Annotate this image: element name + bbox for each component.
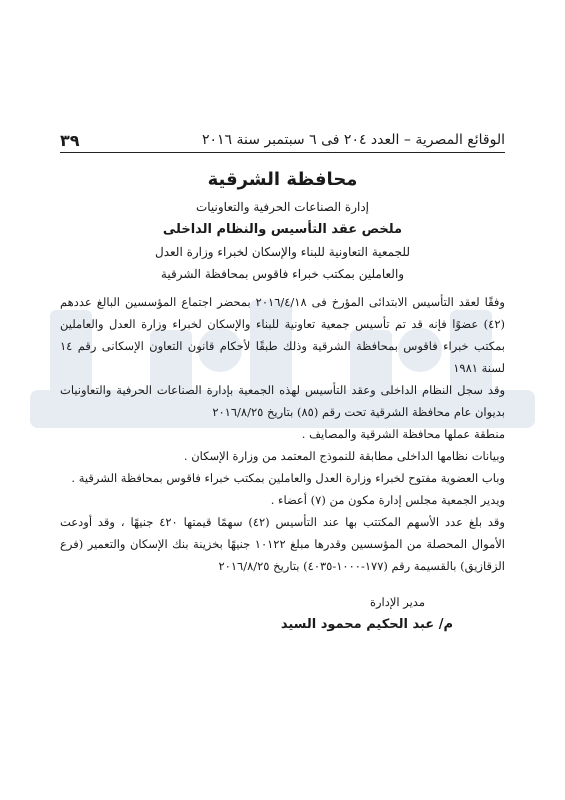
- area-of-work: منطقة عملها محافظة الشرقية والمصايف .: [301, 427, 505, 441]
- shares-paragraph: وقد بلغ عدد الأسهم المكتتب بها عند التأسيس (٤٢) سهمًا قيمتها ٤٢٠ جنيهًا ، وقد أودعت الأموال المحصلة من المؤسسين وقدرها مبلغ ١٠١٢٢ جنيهًا بخزينة بنك الإسكان والتعمير (فرع الزقازيق) بالقسيمة رقم (١٧٧-١٠٠٠-٤٠٣٥) بتاريخ ٢٠١٦/٨/٢٥: [60, 515, 505, 573]
- association-name-line1: للجمعية التعاونية للبناء والإسكان لخبراء وزارة العدل: [154, 245, 410, 259]
- document-title: ملخص عقد التأسيس والنظام الداخلى: [162, 222, 403, 237]
- page-header: [60, 128, 505, 153]
- signatory-name: م/ عبد الحكيم محمود السيد: [280, 617, 453, 632]
- department-name: إدارة الصناعات الحرفية والتعاونيات: [195, 200, 370, 214]
- page-number: ٣٩: [60, 130, 80, 150]
- membership-statement: وباب العضوية مفتوح لخبراء وزارة العدل والعاملين بمكتب خبراء فاقوس بمحافظة الشرقية .: [71, 471, 505, 485]
- association-name-line2: والعاملين بمكتب خبراء فاقوس بمحافظة الشرقية: [160, 267, 405, 281]
- founding-paragraph: وفقًا لعقد التأسيس الابتدائى المؤرخ فى ٢٠١٦/٤/١٨ بمحضر اجتماع المؤسسين البالغ عددهم (٤٢) عضوًا فإنه قد تم تأسيس جمعية تعاونية للبناء والإسكان لخبراء وزارة العدل والعاملين بمكتب خبراء فاقوس بمحافظة الشرقية وذلك طبقًا لأحكام قانون التعاون الإسكانى رقم ١٤ لسنة ١٩٨١: [60, 295, 505, 375]
- bylaws-statement: وبيانات نظامها الداخلى مطابقة للنموذج المعتمد من وزارة الإسكان .: [183, 449, 505, 463]
- governorate-heading: محافظة الشرقية: [207, 169, 358, 190]
- header-title: الوقائع المصرية – العدد ٢٠٤ فى ٦ سبتمبر سنة ٢٠١٦: [202, 132, 505, 148]
- signatory-role: مدير الإدارة: [369, 595, 425, 609]
- signature-block: [60, 595, 505, 632]
- document-body: [60, 165, 505, 632]
- registration-paragraph: وقد سجل النظام الداخلى وعقد التأسيس لهذه الجمعية بإدارة الصناعات الحرفية والتعاونيات بديوان عام محافظة الشرقية تحت رقم (٨٥) بتاريخ ٢٠١٦/٨/٢٥: [60, 383, 505, 419]
- board-statement: ويدير الجمعية مجلس إدارة مكون من (٧) أعضاء .: [270, 493, 505, 507]
